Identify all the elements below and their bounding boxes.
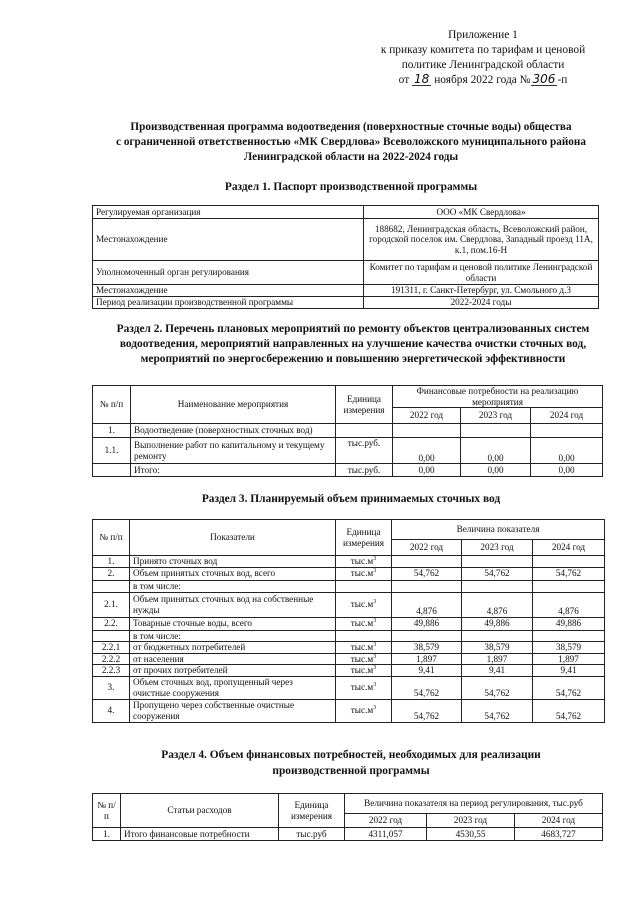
header-name: Наименование мероприятия bbox=[131, 386, 336, 424]
cell-2023 bbox=[462, 556, 533, 568]
unit-label: тыс.м bbox=[350, 705, 374, 716]
cell-2024: 54,762 bbox=[533, 699, 605, 722]
header-year-2023: 2023 год bbox=[461, 408, 531, 424]
header-year-2024: 2024 год bbox=[531, 408, 603, 424]
cell-2023: 4,876 bbox=[462, 592, 533, 617]
cell-unit bbox=[336, 592, 392, 617]
cell-2022: 54,762 bbox=[392, 567, 462, 580]
cell-2023: 49,886 bbox=[462, 617, 533, 630]
cell-2022: 0,00 bbox=[393, 438, 461, 464]
appendix-header bbox=[360, 28, 606, 88]
cell-name: в том числе: bbox=[130, 580, 336, 592]
cell-2024: 1,897 bbox=[533, 653, 605, 665]
cell-num: 1. bbox=[93, 424, 131, 438]
cell-unit bbox=[336, 424, 393, 438]
header-year-2022: 2022 год bbox=[393, 408, 461, 424]
unit-exponent: 3 bbox=[373, 568, 377, 575]
cell-2024 bbox=[533, 630, 605, 642]
header-year-2024: 2024 год bbox=[533, 540, 605, 556]
cell-2023: 0,00 bbox=[461, 438, 531, 464]
cell-unit bbox=[336, 630, 392, 642]
cell-name: от бюджетных потребителей bbox=[130, 642, 336, 654]
cell-2022: 49,886 bbox=[392, 617, 462, 630]
table-row bbox=[93, 424, 603, 438]
section1-heading: Раздел 1. Паспорт производственной программы bbox=[224, 181, 478, 193]
financial-needs-table bbox=[92, 793, 603, 841]
table-header-row bbox=[93, 386, 603, 408]
table-row bbox=[93, 617, 605, 630]
appendix-line-2: к приказу комитета по тарифам и ценовой bbox=[380, 44, 586, 56]
date-day-handwritten: 18 bbox=[414, 72, 430, 86]
table-row bbox=[93, 297, 599, 309]
cell-num: 1. bbox=[93, 828, 121, 841]
section4-heading-line-2: производственной программы bbox=[272, 765, 430, 777]
unit-exponent: 3 bbox=[373, 641, 377, 648]
cell-unit bbox=[336, 699, 392, 722]
cell-2023: 1,897 bbox=[462, 653, 533, 665]
passport-value: Комитет по тарифам и ценовой политике Ленинградской области bbox=[364, 261, 599, 285]
unit-exponent: 3 bbox=[373, 618, 377, 625]
appendix-date-line bbox=[360, 73, 606, 88]
unit-label: тыс.м bbox=[350, 599, 374, 610]
cell-num: 2.2.1 bbox=[93, 642, 130, 654]
table-row bbox=[93, 630, 605, 642]
cell-2024 bbox=[531, 424, 603, 438]
cell-2023: 54,762 bbox=[462, 676, 533, 699]
unit-exponent: 3 bbox=[373, 599, 377, 606]
cell-unit bbox=[336, 556, 392, 568]
passport-value: 2022-2024 годы bbox=[364, 297, 599, 309]
cell-name: Водоотведение (поверхностных сточных вод) bbox=[131, 424, 336, 438]
header-unit: Единица измерения bbox=[336, 520, 392, 556]
unit-label: тыс.м bbox=[350, 568, 374, 579]
cell-2022: 4311,057 bbox=[345, 828, 427, 841]
cell-2024: 4683,727 bbox=[515, 828, 603, 841]
cell-num: 4. bbox=[93, 699, 130, 722]
passport-label: Местонахождение bbox=[93, 285, 364, 297]
cell-unit bbox=[336, 617, 392, 630]
cell-num: 1.1. bbox=[93, 438, 131, 464]
cell-name: Объем принятых сточных вод на собственные нужды bbox=[130, 592, 336, 617]
cell-name: Пропущено через собственные очистные сооружения bbox=[130, 699, 336, 722]
passport-label: Регулируемая организация bbox=[93, 206, 364, 219]
table-row bbox=[93, 261, 599, 285]
cell-2022: 4,876 bbox=[392, 592, 462, 617]
cell-unit: тыс.руб bbox=[279, 828, 345, 841]
cell-2024 bbox=[533, 580, 605, 592]
cell-2022: 54,762 bbox=[392, 699, 462, 722]
unit-label: тыс.м bbox=[350, 665, 374, 675]
wastewater-volume-table bbox=[92, 519, 605, 723]
cell-2022 bbox=[392, 630, 462, 642]
date-prefix: от bbox=[398, 74, 410, 86]
cell-name: Выполнение работ по капитальному и текущему ремонту bbox=[131, 438, 336, 464]
cell-num: 2.2.3 bbox=[93, 665, 130, 677]
passport-value: 188682, Ленинградская область, Всеволожский район, городской поселок им. Свердлова, Западный проезд 11А, к.1, пом.16-Н bbox=[364, 219, 599, 261]
cell-name: Принято сточных вод bbox=[130, 556, 336, 568]
table-row bbox=[93, 438, 603, 464]
cell-unit: тыс.руб. bbox=[336, 464, 393, 477]
cell-2024: 0,00 bbox=[531, 438, 603, 464]
cell-2024: 4,876 bbox=[533, 592, 605, 617]
header-unit: Единица измерения bbox=[336, 386, 393, 424]
table-row bbox=[93, 580, 605, 592]
header-unit: Единица измерения bbox=[279, 794, 345, 828]
section3-heading: Раздел 3. Планируемый объем принимаемых сточных вод bbox=[201, 493, 501, 505]
cell-2023 bbox=[462, 580, 533, 592]
table-row bbox=[93, 676, 605, 699]
unit-exponent: 3 bbox=[373, 705, 377, 712]
cell-num: 1. bbox=[93, 556, 130, 568]
cell-num: 2.1. bbox=[93, 592, 130, 617]
title-line-3: Ленинградской области на 2022-2024 годы bbox=[243, 151, 459, 163]
cell-2024: 49,886 bbox=[533, 617, 605, 630]
cell-unit bbox=[336, 580, 392, 592]
cell-2023 bbox=[462, 630, 533, 642]
cell-2024: 54,762 bbox=[533, 676, 605, 699]
cell-name: Объем сточных вод, пропущенный через очистные сооружения bbox=[130, 676, 336, 699]
cell-2024: 0,00 bbox=[531, 464, 603, 477]
cell-unit: тыс.руб. bbox=[336, 438, 393, 464]
unit-exponent: 3 bbox=[373, 555, 377, 562]
cell-num bbox=[93, 630, 130, 642]
passport-value: 191311, г. Санкт-Петербург, ул. Смольного д.3 bbox=[364, 285, 599, 297]
cell-unit bbox=[336, 642, 392, 654]
cell-2022: 1,897 bbox=[392, 653, 462, 665]
cell-2022: 54,762 bbox=[392, 676, 462, 699]
measures-table bbox=[92, 385, 603, 477]
table-row bbox=[93, 653, 605, 665]
header-name: Статьи расходов bbox=[121, 794, 279, 828]
cell-2023 bbox=[461, 424, 531, 438]
cell-2024: 38,579 bbox=[533, 642, 605, 654]
cell-unit bbox=[336, 567, 392, 580]
cell-unit bbox=[336, 665, 392, 677]
header-year-2022: 2022 год bbox=[345, 814, 427, 828]
table-row bbox=[93, 285, 599, 297]
cell-2023: 38,579 bbox=[462, 642, 533, 654]
cell-2024: 9,41 bbox=[533, 665, 605, 677]
header-finance: Финансовые потребности на реализацию мероприятия bbox=[393, 386, 603, 408]
section2-heading: Раздел 2. Перечень плановых мероприятий по ремонту объектов централизованных систем водоотведения, мероприятий направленных на улучшение качества очистки сточных вод, мероприятий по энергосбережению и повышению энергетической эффективности bbox=[116, 323, 590, 365]
order-suffix: -п bbox=[557, 74, 568, 86]
table-row bbox=[93, 206, 599, 219]
cell-2022 bbox=[393, 424, 461, 438]
table-row bbox=[93, 699, 605, 722]
title-line-1: Производственная программа водоотведения (поверхностные сточные воды) общества bbox=[130, 121, 572, 133]
cell-num: 2.2. bbox=[93, 617, 130, 630]
passport-label: Уполномоченный орган регулирования bbox=[93, 261, 364, 285]
cell-unit bbox=[336, 653, 392, 665]
header-year-2024: 2024 год bbox=[515, 814, 603, 828]
cell-name: Итого: bbox=[131, 464, 336, 477]
cell-2022: 0,00 bbox=[393, 464, 461, 477]
header-name: Показатели bbox=[130, 520, 336, 556]
table-row bbox=[93, 567, 605, 580]
cell-name: от населения bbox=[130, 653, 336, 665]
unit-label: тыс.м bbox=[350, 682, 374, 693]
unit-label: тыс.м bbox=[350, 653, 374, 664]
table-row bbox=[93, 665, 605, 677]
unit-label: тыс.м bbox=[350, 618, 374, 629]
section4-heading bbox=[92, 747, 610, 779]
cell-name: Товарные сточные воды, всего bbox=[130, 617, 336, 630]
section4-heading-line-1: Раздел 4. Объем финансовых потребностей, необходимых для реализации bbox=[161, 749, 541, 761]
table-header-row bbox=[93, 794, 603, 814]
table-row bbox=[93, 556, 605, 568]
cell-num: 3. bbox=[93, 676, 130, 699]
appendix-line-1: Приложение 1 bbox=[448, 29, 518, 41]
title-line-2: с ограниченной ответственностью «МК Свердлова» Всеволожского муниципального района bbox=[116, 136, 586, 148]
order-number-handwritten: 306 bbox=[532, 72, 556, 86]
passport-label: Местонахождение bbox=[93, 219, 364, 261]
cell-unit bbox=[336, 676, 392, 699]
table-row bbox=[93, 592, 605, 617]
passport-table bbox=[92, 205, 599, 309]
cell-name: Объем принятых сточных вод, всего bbox=[130, 567, 336, 580]
cell-2022 bbox=[392, 580, 462, 592]
cell-name: в том числе: bbox=[130, 630, 336, 642]
unit-exponent: 3 bbox=[373, 682, 377, 689]
date-month-year: ноября 2022 года № bbox=[434, 74, 531, 86]
cell-2024 bbox=[533, 556, 605, 568]
cell-2022: 9,41 bbox=[392, 665, 462, 677]
cell-2023: 9,41 bbox=[462, 665, 533, 677]
cell-2023: 54,762 bbox=[462, 567, 533, 580]
header-num: № п/п bbox=[93, 386, 131, 424]
cell-2023: 4530,55 bbox=[427, 828, 515, 841]
cell-2023: 54,762 bbox=[462, 699, 533, 722]
cell-2023: 0,00 bbox=[461, 464, 531, 477]
unit-label: тыс.м bbox=[350, 556, 374, 566]
cell-num bbox=[93, 464, 131, 477]
header-num: № п/п bbox=[93, 794, 121, 828]
cell-name: от прочих потребителей bbox=[130, 665, 336, 677]
header-year-2022: 2022 год bbox=[392, 540, 462, 556]
unit-exponent: 3 bbox=[373, 653, 377, 660]
header-value: Величина показателя bbox=[392, 520, 605, 540]
cell-num: 2.2.2 bbox=[93, 653, 130, 665]
table-header-row bbox=[93, 520, 605, 540]
unit-label: тыс.м bbox=[350, 642, 374, 652]
cell-2022: 38,579 bbox=[392, 642, 462, 654]
header-value: Величина показателя на период регулирования, тыс.руб bbox=[345, 794, 603, 814]
unit-exponent: 3 bbox=[373, 664, 377, 671]
table-row bbox=[93, 642, 605, 654]
cell-num: 2. bbox=[93, 567, 130, 580]
cell-2024: 54,762 bbox=[533, 567, 605, 580]
header-num: № п/п bbox=[93, 520, 130, 556]
cell-num bbox=[93, 580, 130, 592]
table-row bbox=[93, 219, 599, 261]
passport-label: Период реализации производственной программы bbox=[93, 297, 364, 309]
appendix-line-3: политике Ленинградской области bbox=[401, 59, 565, 71]
wastewater-volume-rows bbox=[93, 556, 605, 723]
document-title bbox=[92, 120, 610, 165]
cell-name: Итого финансовые потребности bbox=[121, 828, 279, 841]
header-year-2023: 2023 год bbox=[427, 814, 515, 828]
cell-2022 bbox=[392, 556, 462, 568]
table-row bbox=[93, 464, 603, 477]
table-row bbox=[93, 828, 603, 841]
header-year-2023: 2023 год bbox=[462, 540, 533, 556]
passport-value: ООО «МК Свердлова» bbox=[364, 206, 599, 219]
